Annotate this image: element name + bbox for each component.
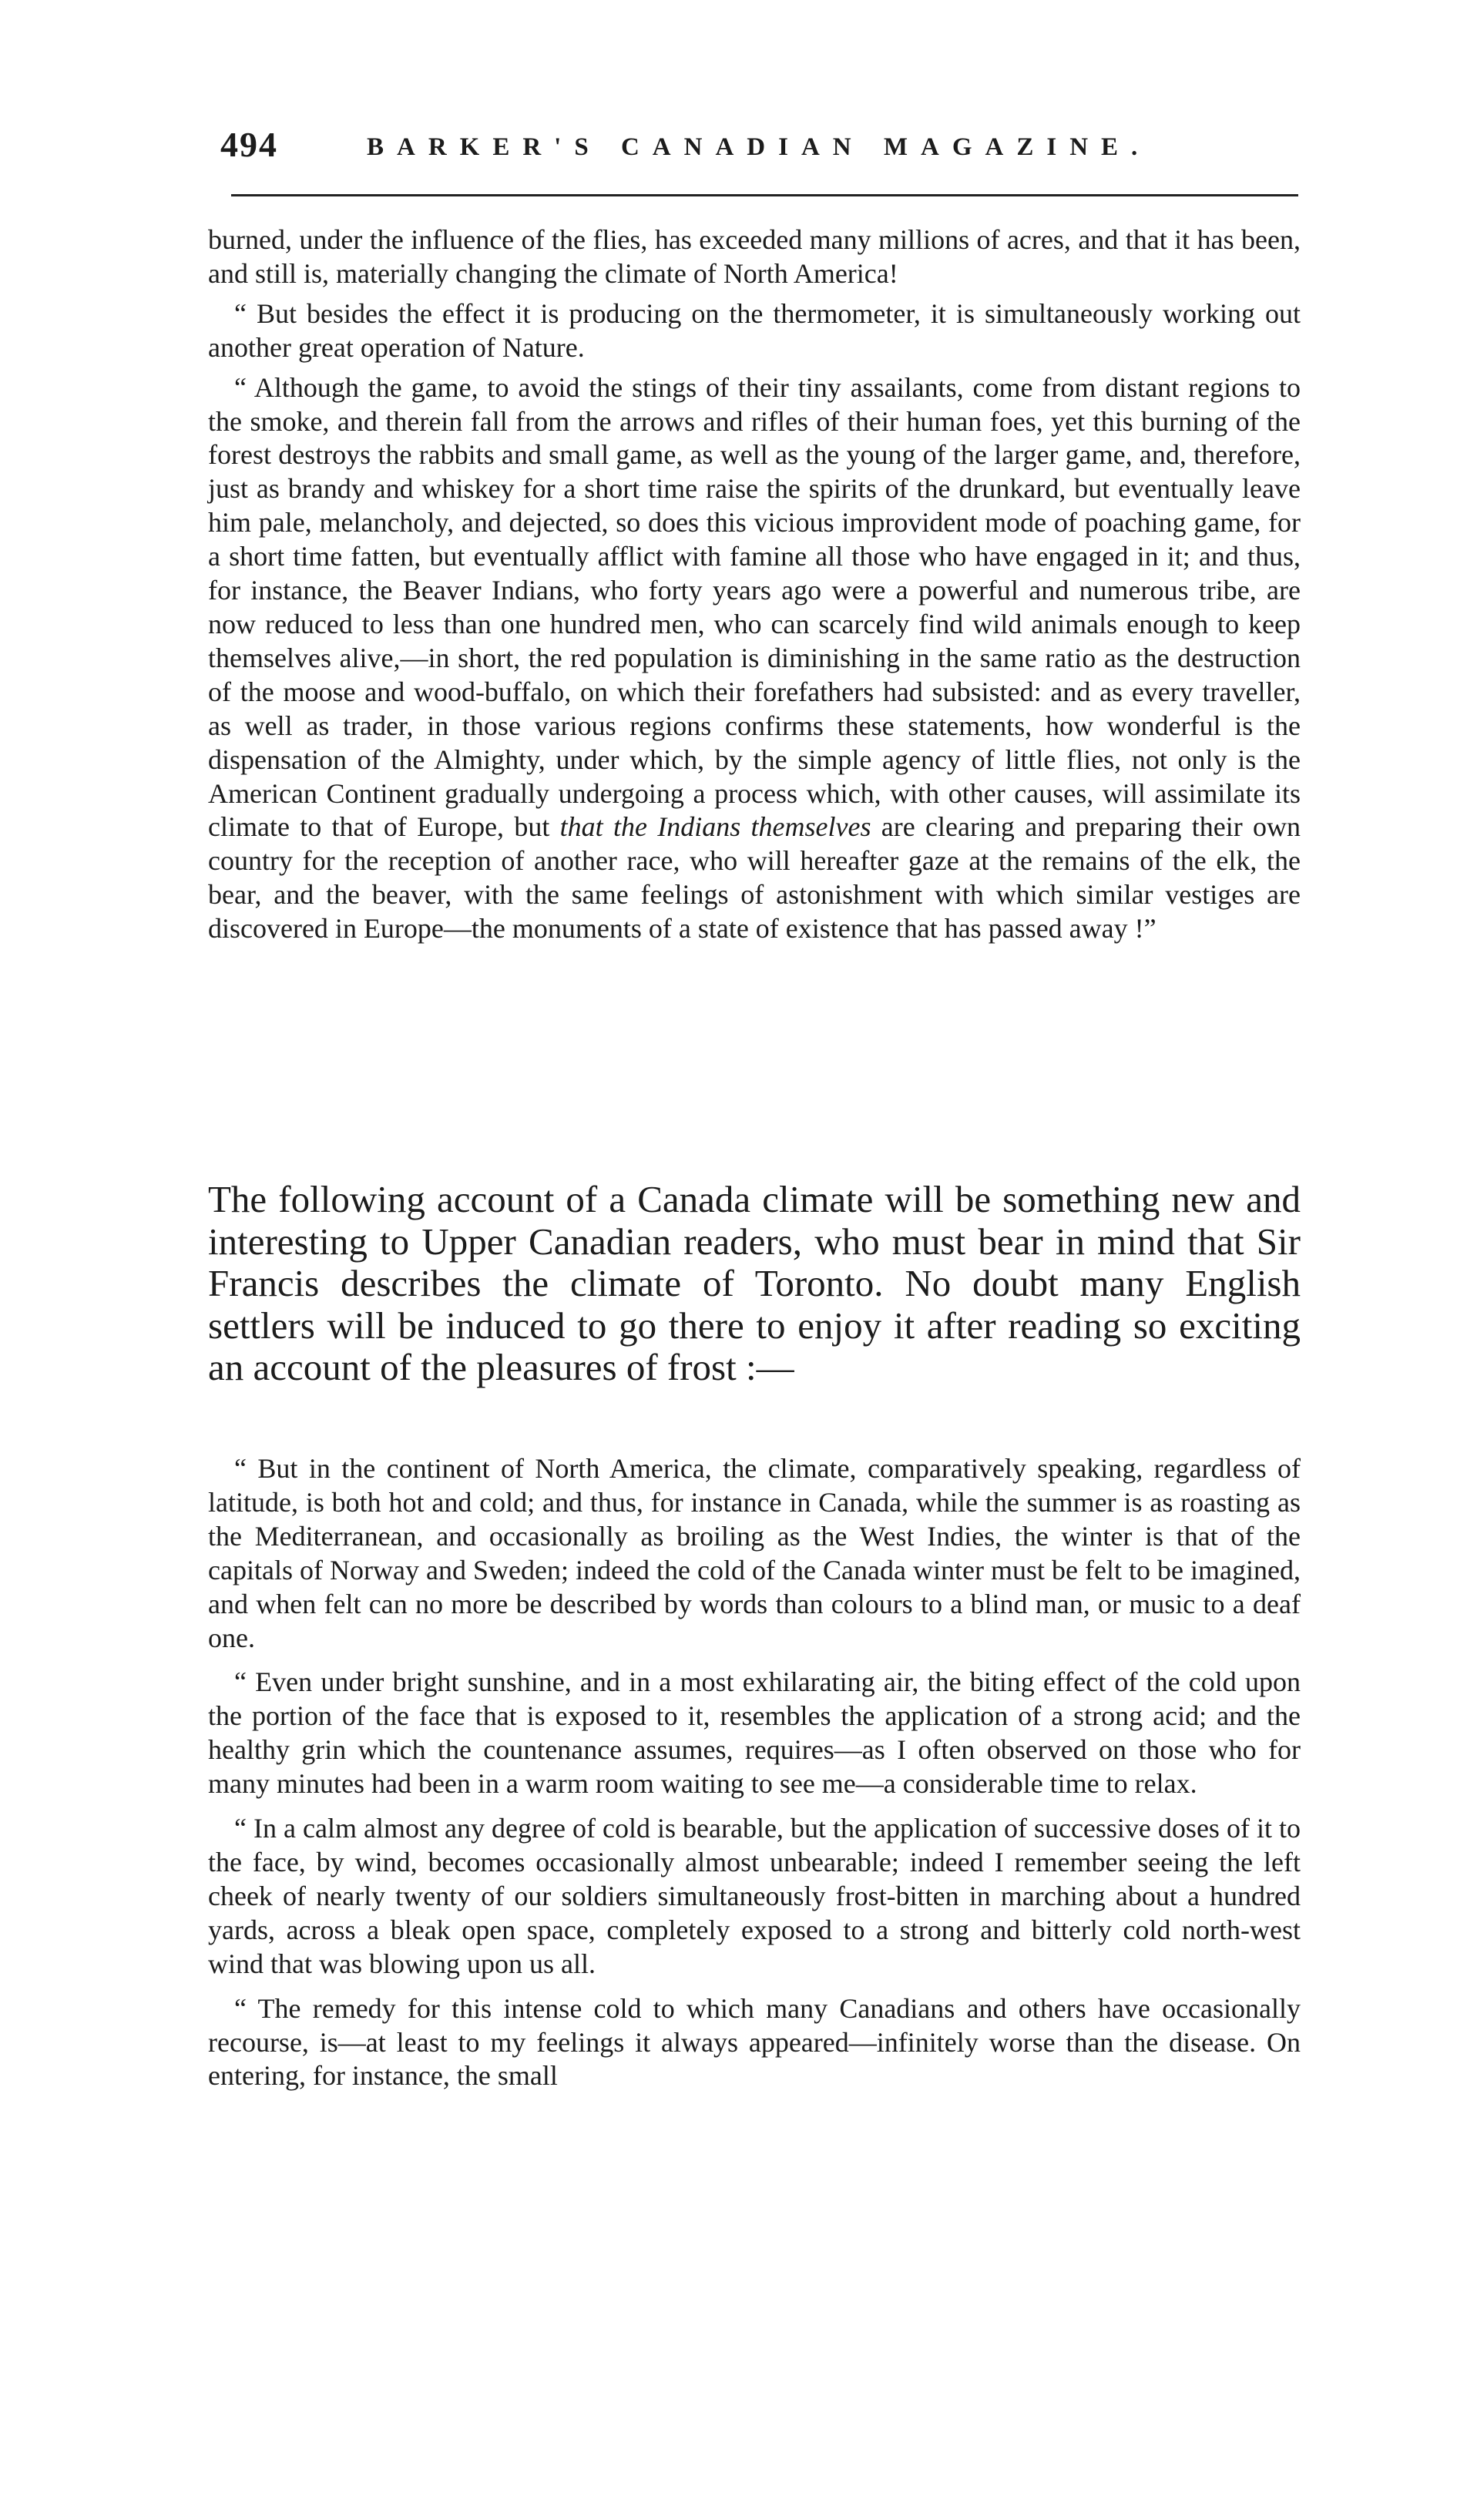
quote-paragraph: “ In a calm almost any degree of cold is bearable, but the application of successive doses of it to the face, by wind, becomes occasionally almost unbearable; indeed I remember seeing the left cheek of nearly twenty of our soldiers simultaneously frost-bitten in marching about a hundred yards, across a bleak open space, completely exposed to a strong and bitterly cold north-west wind that was blowing upon us all. bbox=[208, 1813, 1301, 1979]
running-head: BARKER'S CANADIAN MAGAZINE. bbox=[367, 133, 1151, 161]
quote-paragraph: “ But besides the effect it is producing on the thermometer, it is simultaneously working out another great operation of Nature. bbox=[208, 297, 1301, 363]
quote-paragraph: “ But in the continent of North America, the climate, comparatively speaking, regardless of latitude, is both hot and cold; and thus, for instance in Canada, while the summer is as roasting as the Mediterranean, and occasionally as broiling as the West Indies, the winter is that of the capitals of Norway and Sweden; indeed the cold of the Canada winter must be felt to be imagined, and when felt can no more be described by words than colours to a blind man, or music to a deaf one. bbox=[208, 1453, 1301, 1653]
page-number: 494 bbox=[220, 125, 278, 164]
quoted-passage-forest-fires bbox=[208, 223, 1301, 952]
header-rule bbox=[231, 194, 1298, 196]
emphasis-text: that the Indians themselves bbox=[559, 811, 871, 843]
quote-text: are clearing and preparing their own country for the reception of another race, who will hereafter gaze at the remains of the elk, the bear, and the beaver, with the same feelings of astonishment with which similar vestiges are discovered in Europe—the monuments of a state of existence that has passed away !” bbox=[208, 811, 1301, 945]
quote-paragraph-game bbox=[208, 371, 1301, 946]
quote-paragraph: “ The remedy for this intense cold to which many Canadians and others have occasionally recourse, is—at least to my feelings it always appeared—infinitely worse than the disease. On entering, for instance, the small bbox=[208, 1992, 1301, 2092]
editorial-intro bbox=[208, 1179, 1301, 1389]
quote-text: “ Although the game, to avoid the stings of their tiny assailants, come from distant regions to the smoke, and therein fall from the arrows and rifles of their human foes, yet this burning of the forest destroys the rabbits and small game, as well as the young of the larger game, and, therefore, just as brandy and whiskey for a short time raise the spirits of the drunkard, but eventually leave him pale, melancholy, and dejected, so does this vicious improvident mode of poaching game, for a short time fatten, but eventually afflict with famine all those who have engaged in it; and thus, for instance, the Beaver Indians, who forty years ago were a powerful and numerous tribe, are now reduced to less than one hundred men, who can scarcely find wild animals enough to keep themselves alive,—in short, the red population is diminishing in the same ratio as the destruction of the moose and wood-buffalo, on which their forefathers had subsisted: and as every traveller, as well as trader, in those various regions confirms these statements, how wonderful is the dispensation of the Almighty, under which, by the simple agency of little flies, not only is the American Continent gradually undergoing a process which, with other causes, will assimilate its climate to that of Europe, but bbox=[208, 371, 1301, 843]
quote-paragraph-continued: burned, under the influence of the flies, has exceeded many millions of acres, and that it has been, and still is, materially changing the climate of North America! bbox=[208, 224, 1301, 289]
intro-paragraph: The following account of a Canada climate will be something new and interesting to Upper Canadian readers, who must bear in mind that Sir Francis describes the climate of Toronto. No doubt many English settlers will be induced to go there to enjoy it after reading so exciting an account of the pleasures of frost :— bbox=[208, 1178, 1301, 1389]
quote-paragraph: “ Even under bright sunshine, and in a most exhilarating air, the biting effect of the cold upon the portion of the face that is exposed to it, resembles the application of a strong acid; and the healthy grin which the countenance assumes, requires—as I often observed on those who for many minutes had been in a warm room waiting to see me—a considerable time to relax. bbox=[208, 1666, 1301, 1800]
quoted-passage-climate bbox=[208, 1452, 1301, 2104]
page-header bbox=[220, 122, 1299, 176]
